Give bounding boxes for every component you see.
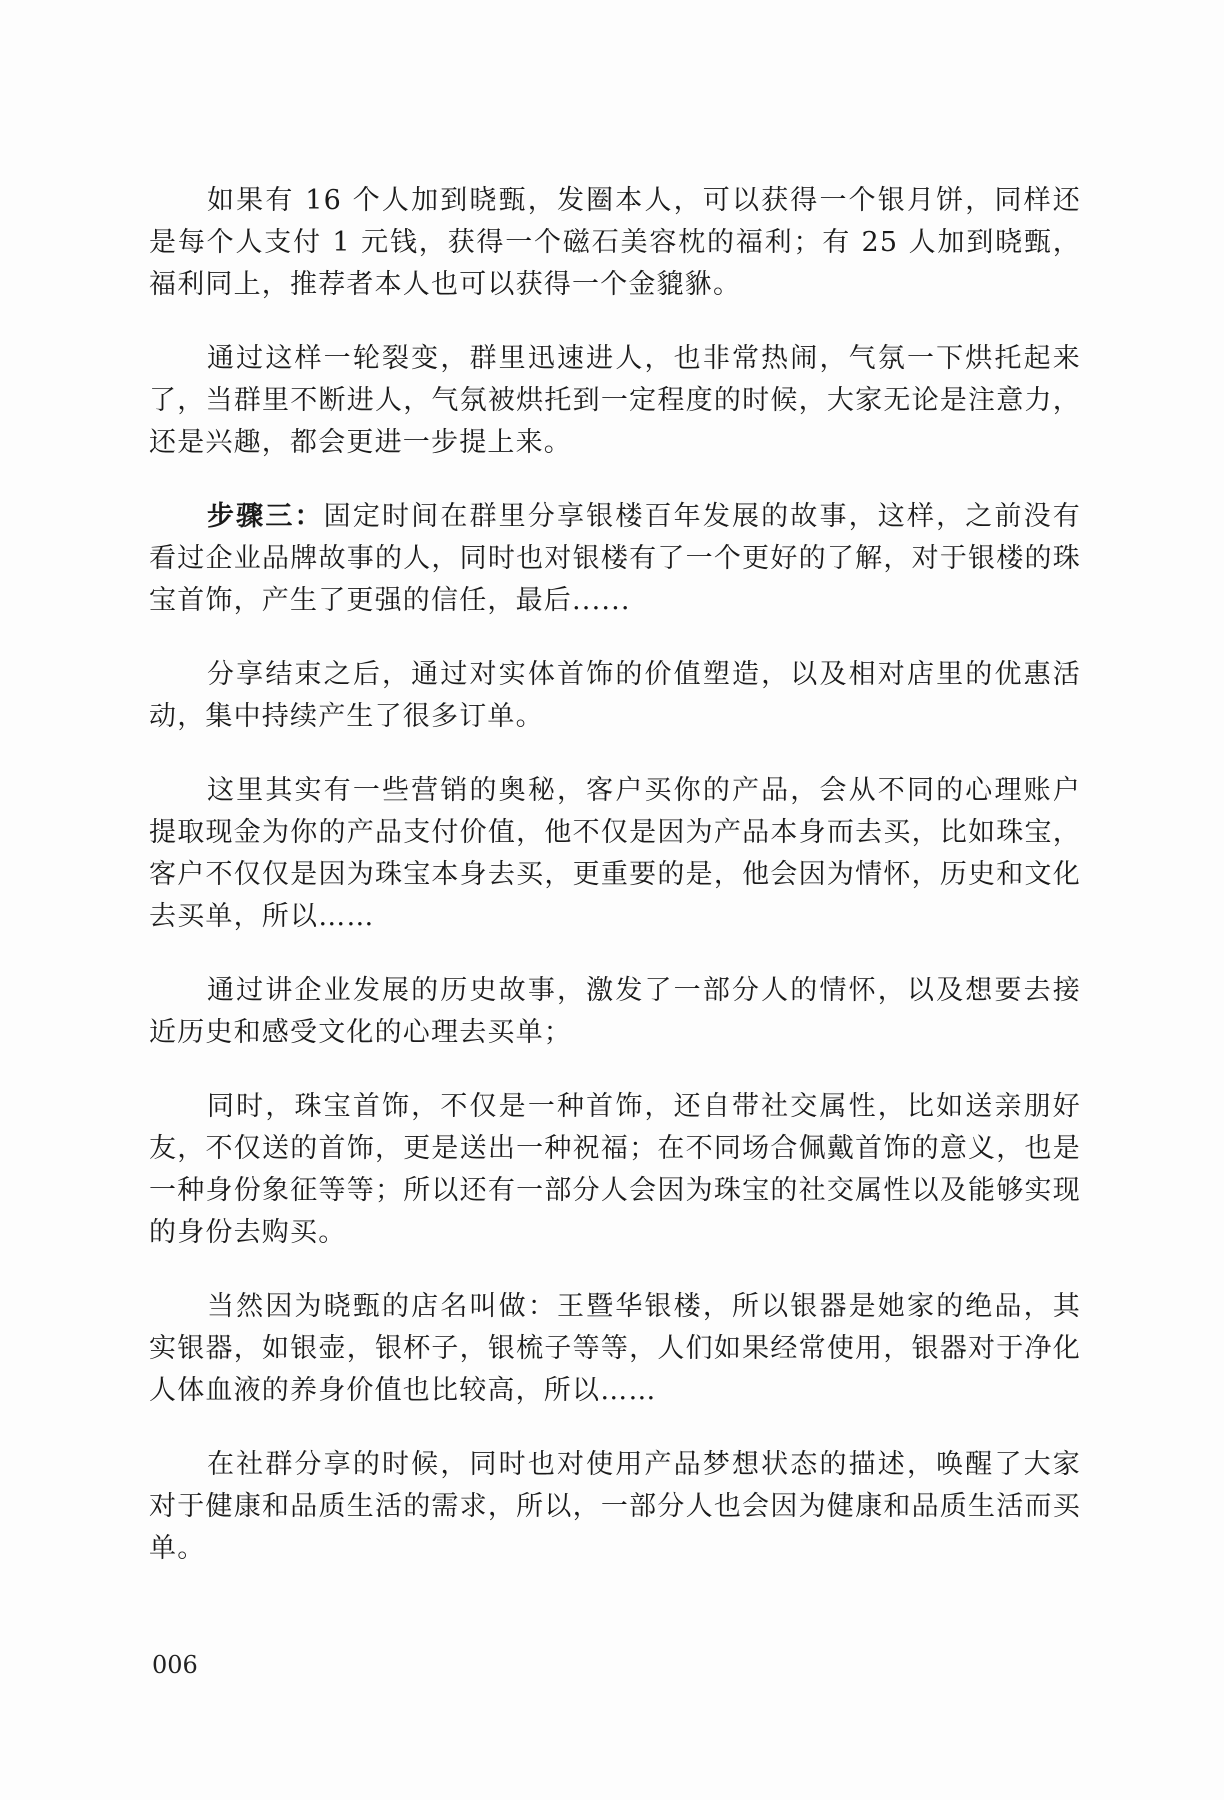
- page-number: 006: [152, 1651, 198, 1679]
- paragraph-1: [149, 180, 1081, 306]
- paragraph-text: 当然因为晓甄的店名叫做：王暨华银楼，所以银器是她家的绝品，其实银器，如银壶，银杯子，银梳子等等，人们如果经常使用，银器对于净化人体血液的养身价值也比较高，所以……: [149, 1291, 1081, 1406]
- paragraph-text: 通过讲企业发展的历史故事，激发了一部分人的情怀，以及想要去接近历史和感受文化的心理去买单；: [149, 975, 1081, 1048]
- paragraph-text: 固定时间在群里分享银楼百年发展的故事，这样，之前没有看过企业品牌故事的人，同时也对银楼有了一个更好的了解，对于银楼的珠宝首饰，产生了更强的信任，最后......: [149, 501, 1081, 616]
- paragraph-5: [149, 770, 1081, 938]
- paragraph-text: 在社群分享的时候，同时也对使用产品梦想状态的描述，唤醒了大家对于健康和品质生活的需求，所以，一部分人也会因为健康和品质生活而买单。: [149, 1449, 1081, 1564]
- paragraph-9: [149, 1444, 1081, 1570]
- paragraph-3: [149, 496, 1081, 622]
- paragraph-7: [149, 1086, 1081, 1254]
- paragraph-text: 同时，珠宝首饰，不仅是一种首饰，还自带社交属性，比如送亲朋好友，不仅送的首饰，更是送出一种祝福；在不同场合佩戴首饰的意义，也是一种身份象征等等；所以还有一部分人会因为珠宝的社交属性以及能够实现的身份去购买。: [149, 1091, 1081, 1248]
- step-heading: 步骤三：: [207, 501, 324, 532]
- body-text: [149, 180, 1081, 1602]
- paragraph-text: 如果有 16 个人加到晓甄，发圈本人，可以获得一个银月饼，同样还是每个人支付 1 元钱，获得一个磁石美容枕的福利；有 25 人加到晓甄，福利同上，推荐者本人也可以获得一个金貔貅。: [149, 185, 1081, 300]
- paragraph-8: [149, 1286, 1081, 1412]
- paragraph-text: 通过这样一轮裂变，群里迅速进人，也非常热闹，气氛一下烘托起来了，当群里不断进人，气氛被烘托到一定程度的时候，大家无论是注意力，还是兴趣，都会更进一步提上来。: [149, 343, 1081, 458]
- paragraph-6: [149, 970, 1081, 1054]
- paragraph-text: 分享结束之后，通过对实体首饰的价值塑造，以及相对店里的优惠活动，集中持续产生了很多订单。: [149, 659, 1081, 732]
- paragraph-text: 这里其实有一些营销的奥秘，客户买你的产品，会从不同的心理账户提取现金为你的产品支付价值，他不仅是因为产品本身而去买，比如珠宝，客户不仅仅是因为珠宝本身去买，更重要的是，他会因为情怀，历史和文化去买单，所以……: [149, 775, 1081, 932]
- paragraph-4: [149, 654, 1081, 738]
- paragraph-2: [149, 338, 1081, 464]
